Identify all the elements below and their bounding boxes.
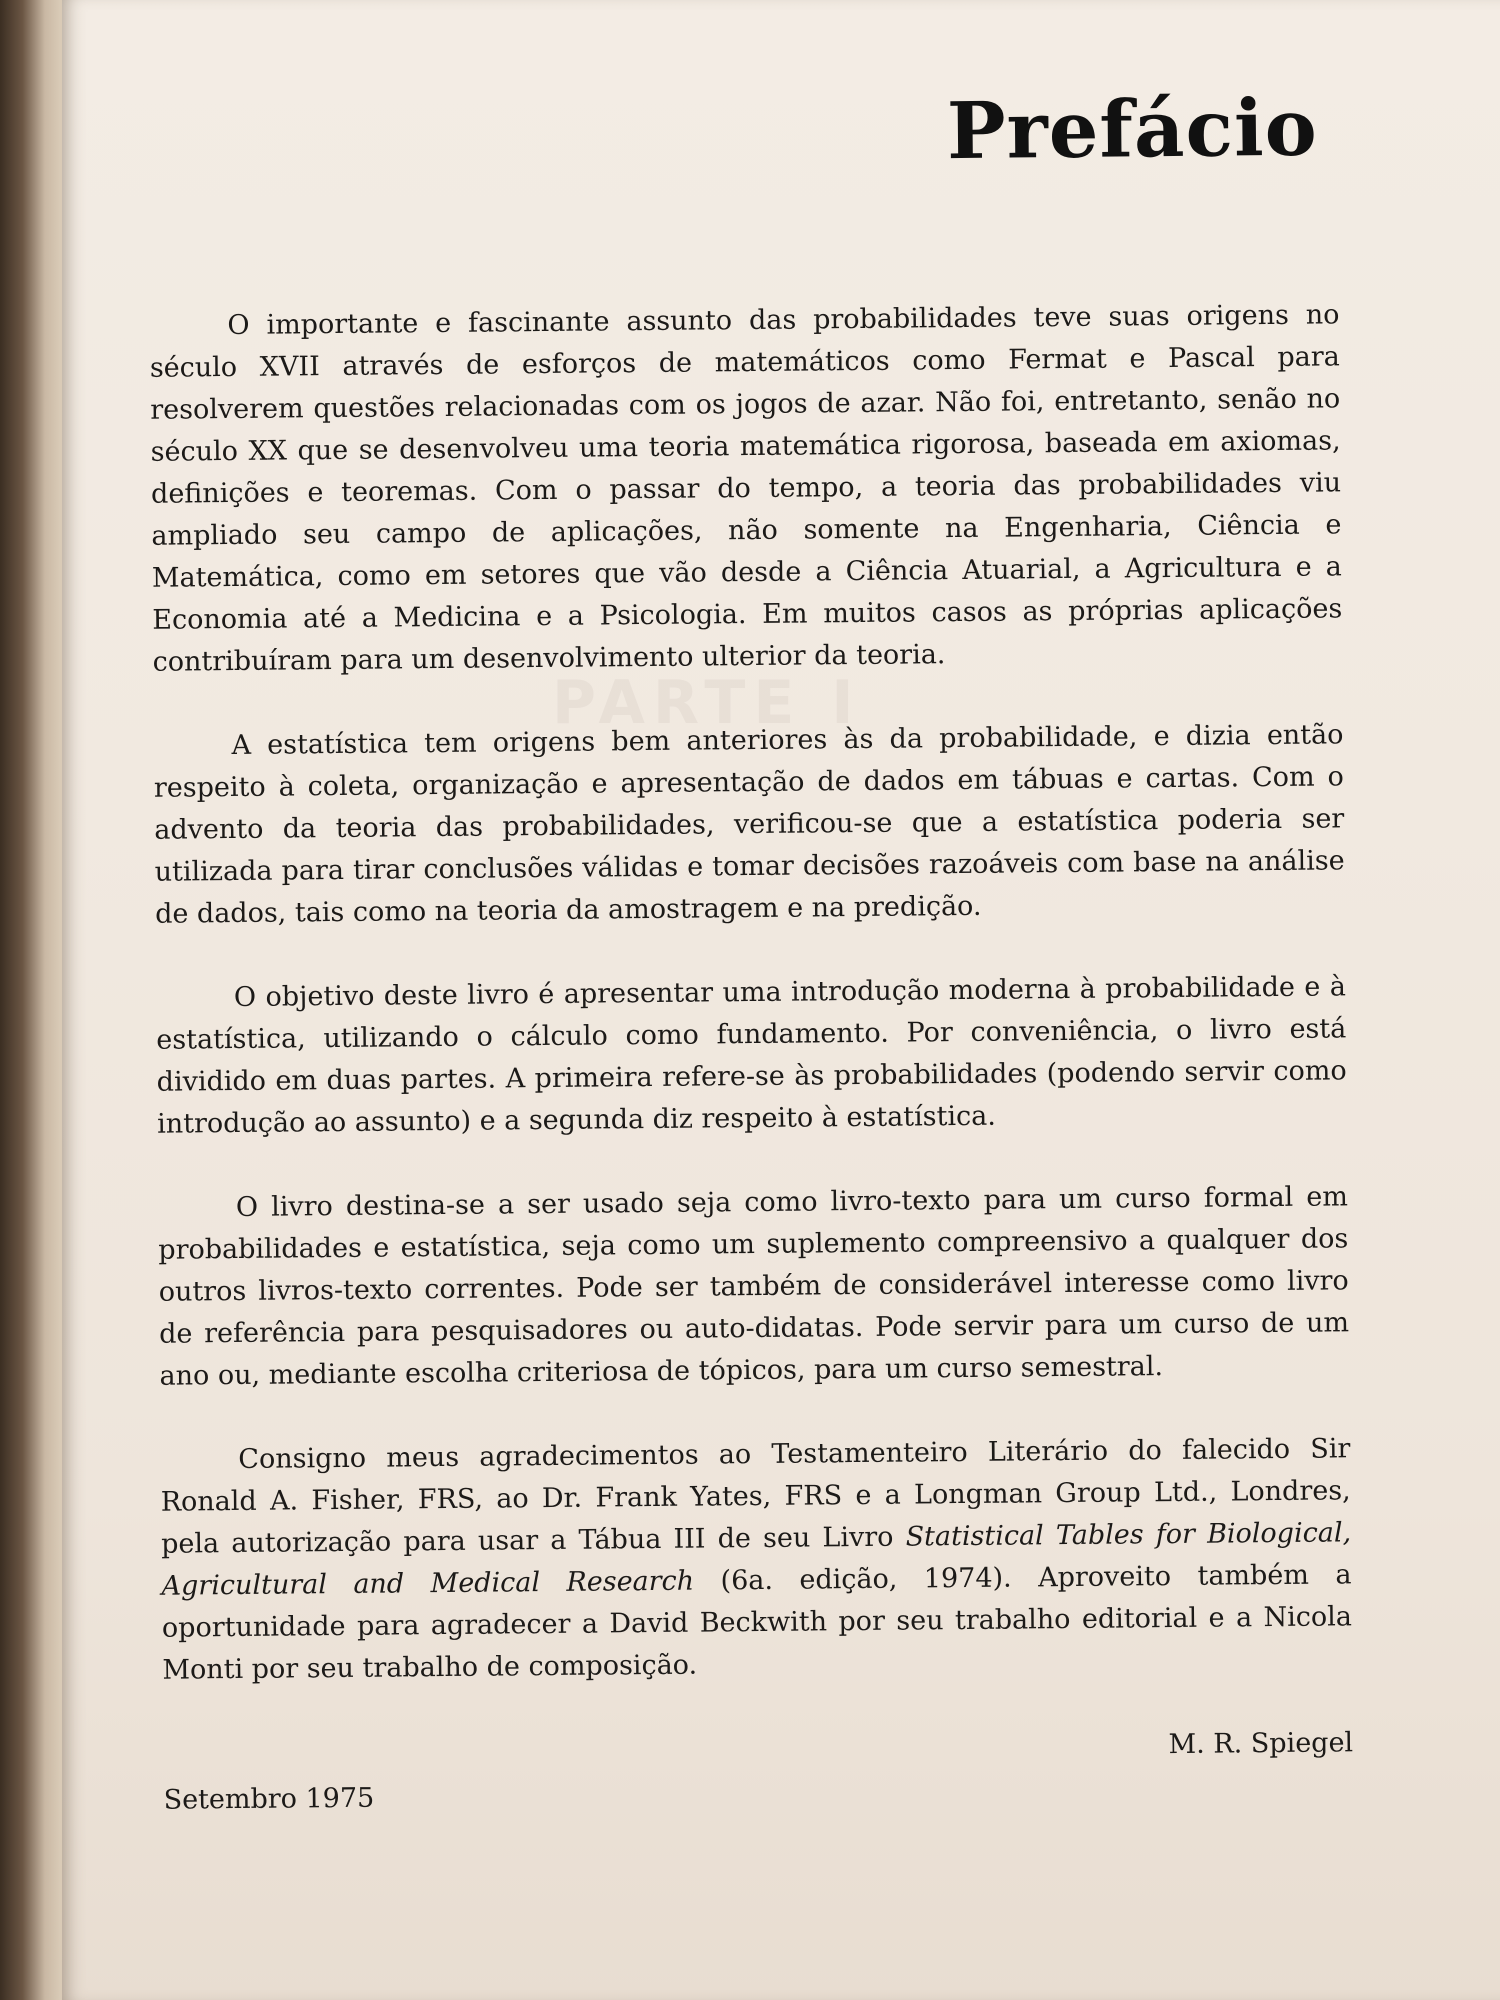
preface-body bbox=[149, 294, 1353, 1821]
show-through-watermark: PARTE I bbox=[552, 668, 862, 738]
paragraph-usage: O livro destina-se a ser usado seja como livro-texto para um curso formal em probabilidades e estatística, seja como um suplemento compreensivo a qualquer dos outros livros-texto correntes. Pode ser também de considerável interesse como livro de referência para pesquisadores ou auto-didatas. Pode servir para um curso de um ano ou, mediante escolha criteriosa de tópicos, para um curso semestral. bbox=[158, 1181, 1350, 1392]
paragraph-statistics: A estatística tem origens bem anteriores às da probabilidade, e dizia então respeito à coleta, organização e apresentação de dados em tábuas e cartas. Com o advento da teoria das probabilidades, verificou-se que a estatística poderia ser utilizada para tirar conclusões válidas e tomar decisões razoáveis com base na análise de dados, tais como na teoria da amostragem e na predição. bbox=[153, 719, 1345, 930]
paragraph-objective: O objetivo deste livro é apresentar uma introdução moderna à probabilidade e à estatística, utilizando o cálculo como fundamento. Por conveniência, o livro está dividido em duas partes. A primeira refere-se às probabilidades (podendo servir como introdução ao assunto) e a segunda diz respeito à estatística. bbox=[156, 971, 1347, 1140]
acknowledgment-text-start: Consigno meus agradecimentos ao Testamenteiro Literário do falecido Sir Ronald A. Fisher, FRS, ao Dr. Frank Yates, FRS e a Longman Group Ltd., Londres, pela autorização para usar a Tábua III de seu Livro bbox=[160, 1433, 1351, 1560]
paragraph-history: O importante e fascinante assunto das probabilidades teve suas origens no século XVII através de esforços de matemáticos como Fermat e Pascal para resolverem questões relacionadas com os jogos de azar. Não foi, entretanto, senão no século XX que se desenvolveu uma teoria matemática rigorosa, baseada em axiomas, definições e teoremas. Com o passar do tempo, a teoria das probabilidades viu ampliado seu campo de aplicações, não somente na Engenharia, Ciência e Matemática, como em setores que vão desde a Ciência Atuarial, a Agricultura e a Economia até a Medicina e a Psicologia. Em muitos casos as próprias aplicações contribuíram para um desenvolvimento ulterior da teoria. bbox=[149, 299, 1343, 678]
author-signature: M. R. Spiegel bbox=[1168, 1727, 1354, 1761]
cited-book-title: Statistical Tables for Biological, Agricultural and Medical Research bbox=[161, 1517, 1352, 1602]
preface-date: Setembro 1975 bbox=[163, 1782, 375, 1816]
paragraph-acknowledgment bbox=[160, 1428, 1352, 1691]
acknowledgment-text-end: (6a. edição, 1974). Aproveito também a oportunidade para agradecer a David Beckwith por seu trabalho editorial e a Nicola Monti por seu trabalho de composição. bbox=[161, 1559, 1353, 1686]
page-title: Prefácio bbox=[946, 82, 1319, 178]
